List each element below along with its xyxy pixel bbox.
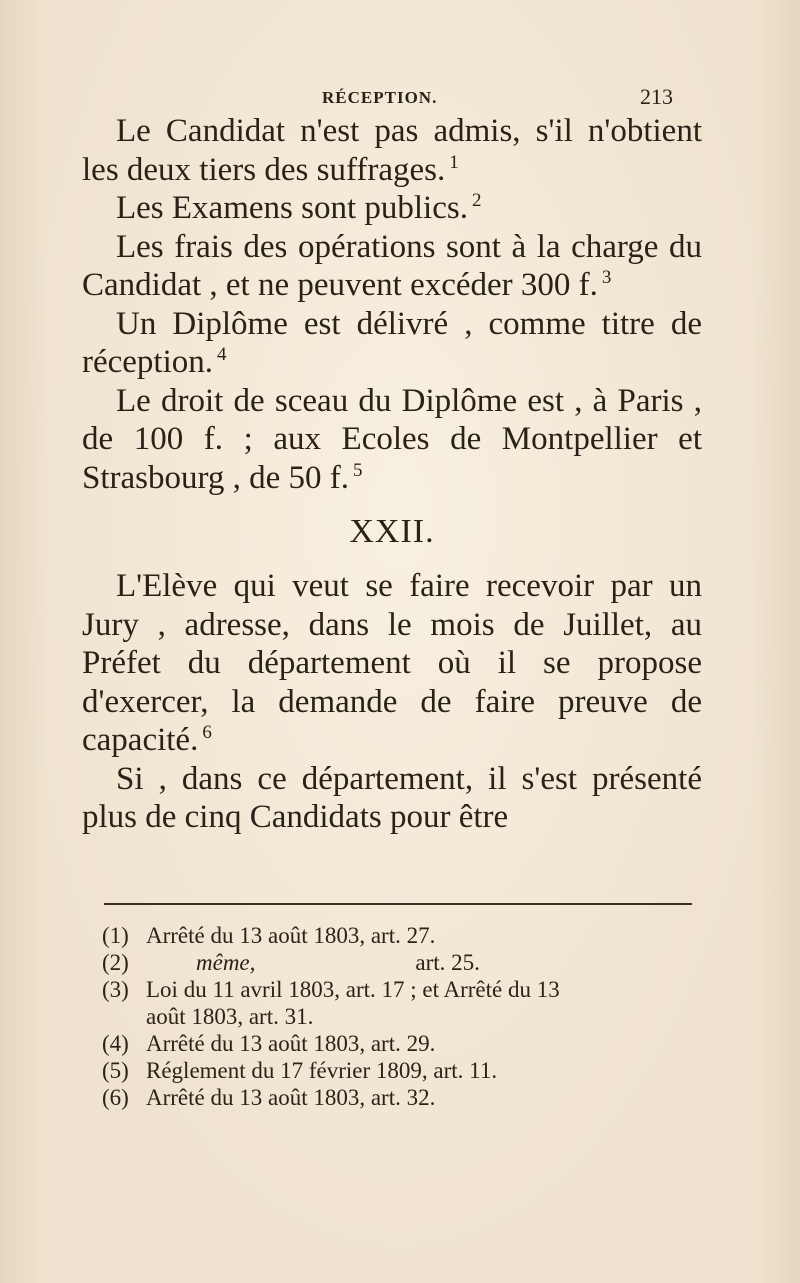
footnote-text: Arrêté du 13 août 1803, art. 32.: [146, 1085, 436, 1110]
footnote-text: Arrêté du 13 août 1803, art. 29.: [146, 1031, 436, 1056]
paragraph-text: Le Candidat n'est pas admis, s'il n'obtient les deux tiers des suffrages.: [82, 113, 702, 188]
body-text: [82, 112, 702, 837]
paragraph-text: Les frais des opérations sont à la charge du Candidat , et ne peuvent excéder 300 f.: [82, 228, 702, 303]
paragraph: [82, 228, 702, 305]
footnote-mark: (2): [102, 950, 129, 975]
footnote: [102, 922, 702, 949]
footnote-continuation: août 1803, art. 31.: [146, 1004, 314, 1029]
footnote: [102, 1084, 702, 1111]
footnote-rule: [104, 903, 692, 905]
paragraph-text: Un Diplôme est délivré , comme titre de réception.: [82, 305, 702, 380]
footnote-mark: (1): [102, 923, 129, 948]
footnote-mark: (3): [102, 977, 129, 1002]
paragraph-text: Les Examens sont publics.: [116, 190, 468, 226]
paragraph-text: L'Elève qui veut se faire recevoir par un Jury , adresse, dans le mois de Juillet, au Préfet du département où il se propose d'exercer, la demande de faire preuve de capacité.: [82, 568, 702, 758]
paragraph: [82, 112, 702, 189]
footnote-text: Réglement du 17 février 1809, art. 11.: [146, 1058, 498, 1083]
footnote-ref: 5: [353, 459, 363, 481]
paragraph: [82, 305, 702, 382]
footnote-ref: 1: [449, 151, 459, 173]
footnote-text: art. 25.: [415, 950, 480, 975]
footnote-ref: 4: [217, 344, 227, 365]
footnote-ref: 2: [471, 190, 482, 211]
footnote: [102, 949, 702, 976]
footnote: [102, 1030, 702, 1057]
section-heading: XXII.: [349, 513, 435, 550]
running-head: [0, 82, 800, 112]
paragraph-text: Si , dans ce département, il s'est présenté plus de cinq Candidats pour être: [82, 760, 702, 835]
paragraph: [82, 189, 702, 228]
footnote-mark: (4): [102, 1031, 129, 1056]
paragraph: [82, 567, 702, 760]
footnote-text: Arrêté du 13 août 1803, art. 27.: [146, 923, 436, 948]
footnote: [102, 1057, 702, 1084]
footnote-mark: (6): [102, 1085, 129, 1110]
footnote-ref: 6: [202, 722, 212, 743]
footnote-mark: (5): [102, 1058, 129, 1083]
footnotes: [102, 922, 702, 1111]
footnote-text: Loi du 11 avril 1803, art. 17 ; et Arrêté du 13: [146, 977, 560, 1002]
footnote: [102, 976, 702, 1030]
page-number: 213: [640, 84, 673, 109]
paragraph: [82, 382, 702, 498]
paragraph: [82, 760, 702, 837]
footnote-ref: 3: [601, 267, 612, 288]
paragraph-text: Le droit de sceau du Diplôme est , à Paris , de 100 f. ; aux Ecoles de Montpellier et Strasbourg , de 50 f.: [82, 382, 702, 496]
running-title: RÉCEPTION.: [322, 88, 438, 107]
footnote-text-italic: même,: [196, 950, 256, 975]
